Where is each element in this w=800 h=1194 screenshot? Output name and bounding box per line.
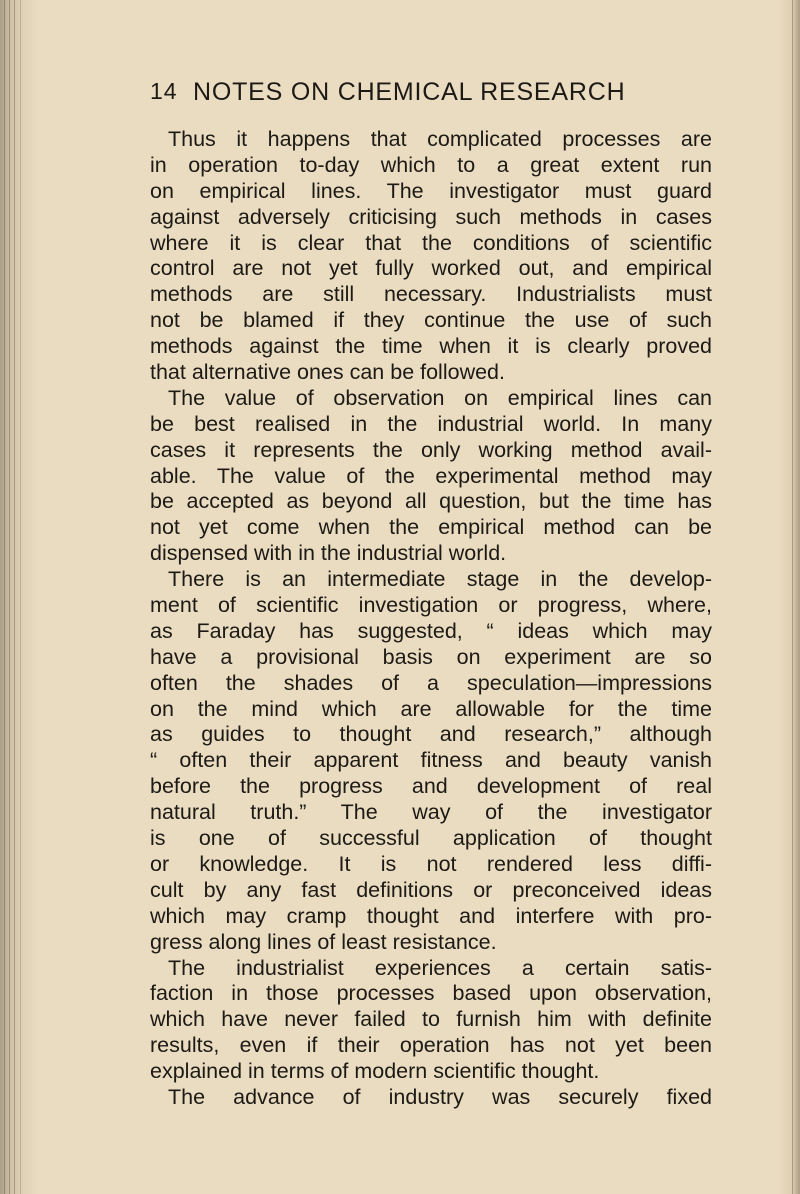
text-line: which may cramp thought and interfere with pro-	[150, 903, 712, 928]
page-edge-line	[14, 0, 15, 1194]
text-line: dispensed with in the industrial world.	[150, 541, 507, 566]
text-line: natural truth.” The way of the investigator	[150, 800, 712, 825]
text-line: have a provisional basis on experiment are so	[150, 644, 712, 669]
text-line: on empirical lines. The investigator must guard	[150, 178, 712, 203]
text-line: not be blamed if they continue the use of such	[150, 308, 712, 333]
text-line: able. The value of the experimental method may	[150, 463, 712, 488]
text-line: on the mind which are allowable for the time	[150, 696, 712, 721]
text-line: not yet come when the empirical method can be	[150, 515, 712, 540]
text-line: results, even if their operation has not yet been	[150, 1033, 712, 1058]
body-text	[150, 127, 712, 1111]
text-line: methods are still necessary. Industrialists must	[150, 282, 712, 307]
text-line: where it is clear that the conditions of scientific	[150, 230, 712, 255]
text-line: be accepted as beyond all question, but the time has	[150, 489, 712, 514]
page-edge-line	[792, 0, 793, 1194]
text-line: often the shades of a speculation—impressions	[150, 670, 712, 695]
text-line: against adversely criticising such methods in cases	[150, 204, 712, 229]
text-line: which have never failed to furnish him with definite	[150, 1007, 712, 1032]
text-line: ment of scientific investigation or progress, where,	[150, 593, 712, 618]
text-line: The industrialist experiences a certain satis-	[168, 955, 712, 980]
page-edge-line	[4, 0, 5, 1194]
page-number: 14	[150, 78, 178, 104]
text-line: gress along lines of least resistance.	[150, 929, 497, 954]
text-line: The advance of industry was securely fixed	[168, 1084, 712, 1109]
text-line: “ often their apparent fitness and beauty vanish	[150, 748, 712, 773]
text-line: methods against the time when it is clearly proved	[150, 334, 712, 359]
text-line: as Faraday has suggested, “ ideas which may	[150, 618, 712, 643]
text-line: There is an intermediate stage in the develop-	[168, 567, 712, 592]
text-line: faction in those processes based upon observation,	[150, 981, 712, 1006]
text-line: be best realised in the industrial world. In many	[150, 411, 712, 436]
text-line: in operation to-day which to a great extent run	[150, 152, 712, 177]
text-line: that alternative ones can be followed.	[150, 360, 505, 385]
text-line: cult by any fast definitions or preconceived ideas	[150, 877, 712, 902]
text-line: before the progress and development of real	[150, 774, 712, 799]
text-line: cases it represents the only working method avail-	[150, 437, 712, 462]
page-header	[150, 78, 710, 114]
text-line: The value of observation on empirical lines can	[168, 385, 712, 410]
text-line: or knowledge. It is not rendered less diffi-	[150, 851, 712, 876]
text-line: control are not yet fully worked out, and empirical	[150, 256, 712, 281]
running-title: NOTES ON CHEMICAL RESEARCH	[193, 78, 626, 106]
page-edge-line	[9, 0, 10, 1194]
text-line: Thus it happens that complicated processes are	[168, 127, 712, 151]
text-line: explained in terms of modern scientific thought.	[150, 1059, 600, 1084]
page-edge-line	[20, 0, 21, 1194]
text-line: is one of successful application of thought	[150, 826, 712, 851]
text-line: as guides to thought and research,” although	[150, 722, 712, 747]
